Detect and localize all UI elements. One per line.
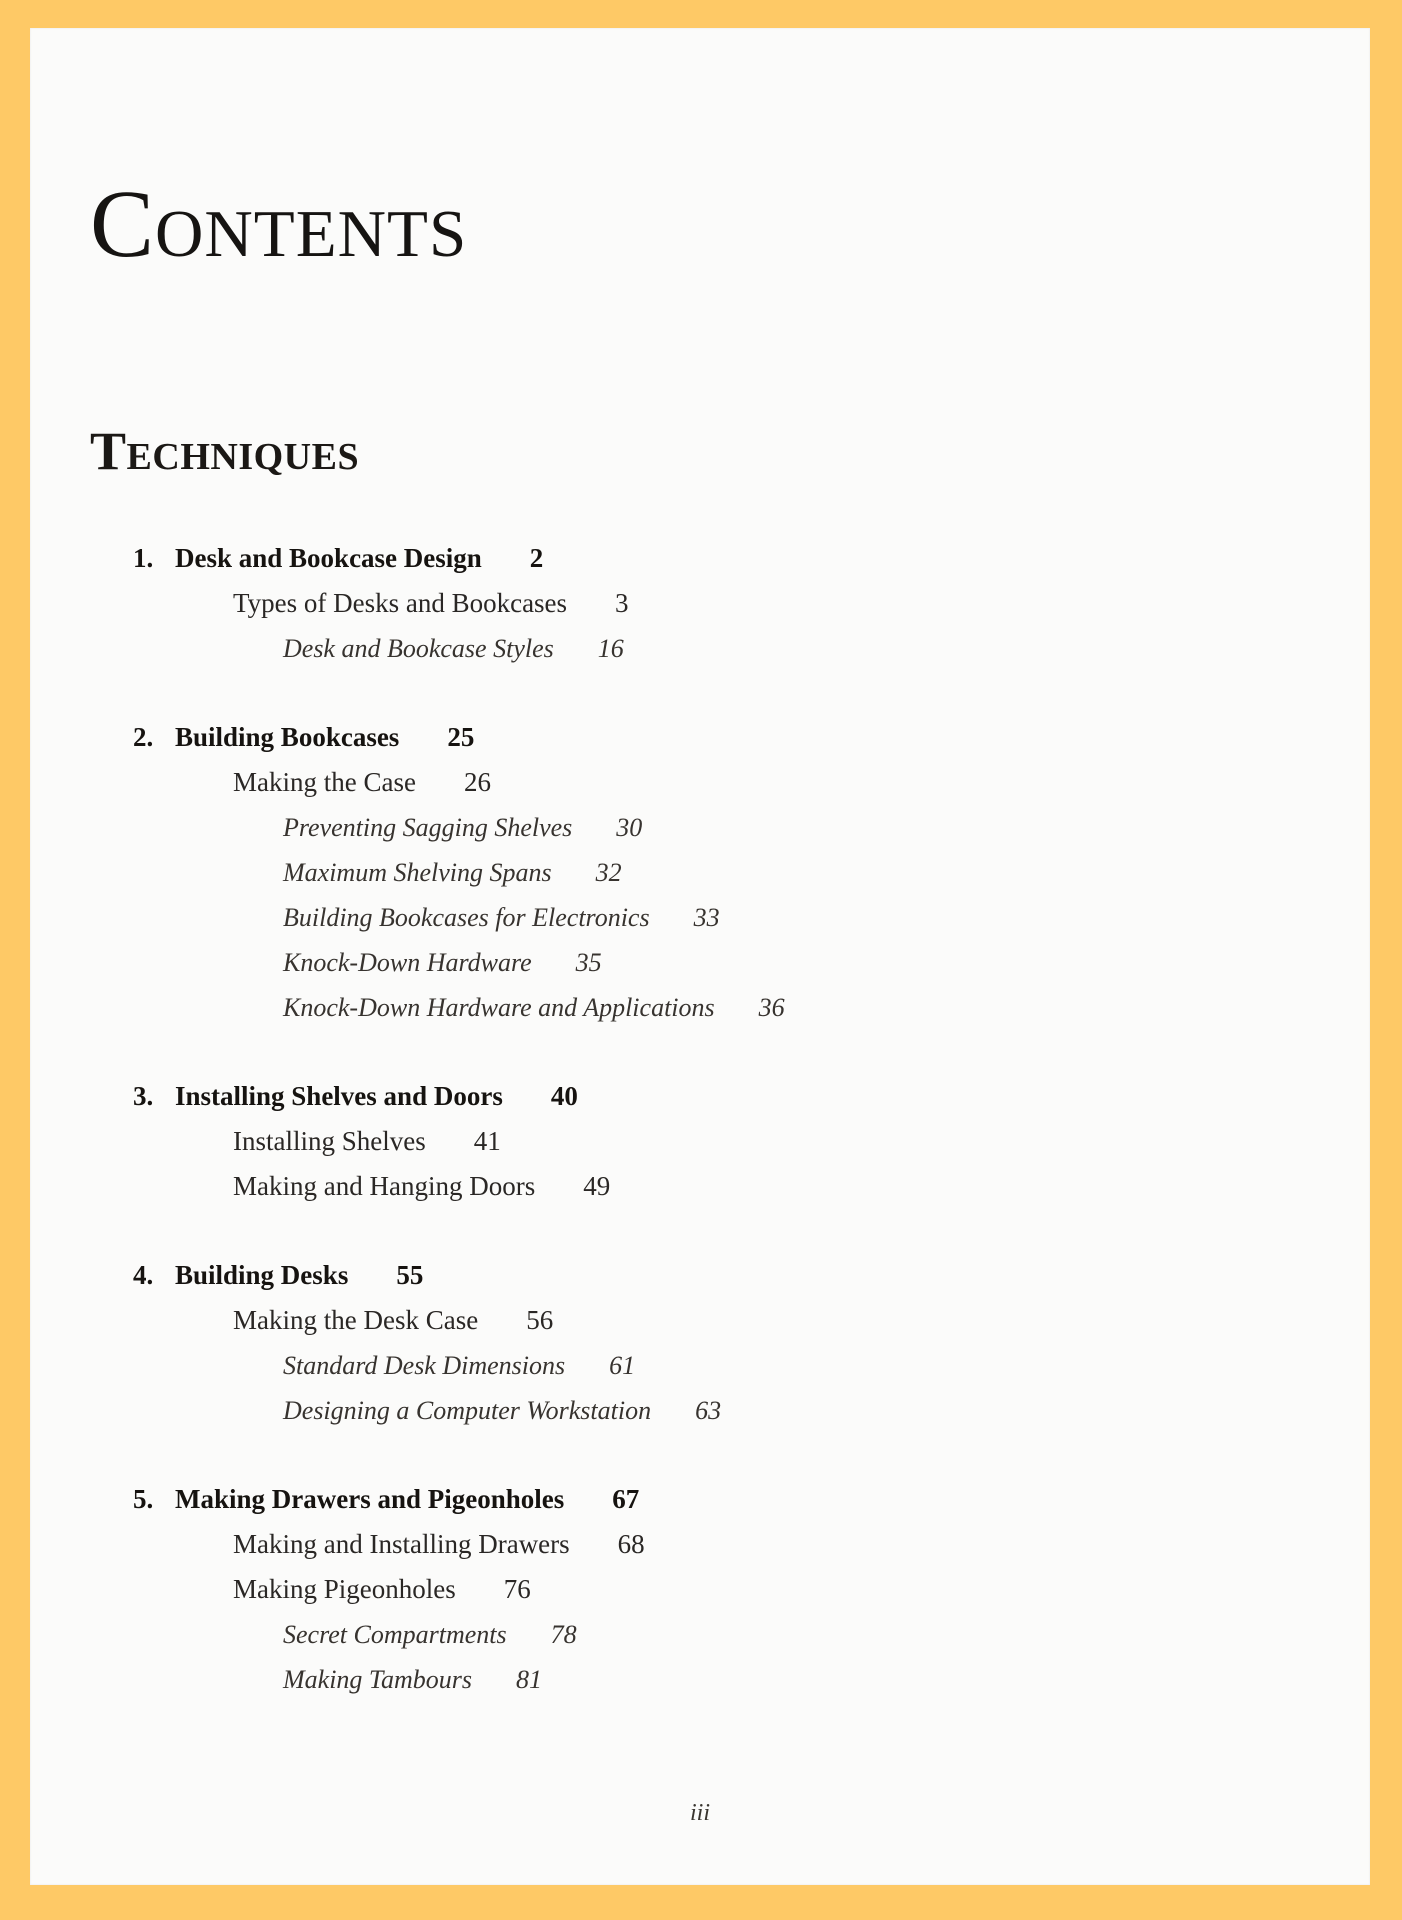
toc-entry-label: Knock-Down Hardware and Applications	[283, 993, 715, 1022]
chapter-number: 3.	[133, 1081, 154, 1111]
toc-entry-row	[133, 1298, 1370, 1343]
toc-entry-label: Making Tambours	[283, 1665, 473, 1694]
toc-entry-page-number: 26	[463, 767, 491, 797]
toc-entry-label: Making Pigeonholes	[233, 1574, 456, 1604]
toc-entry-page-number: 56	[526, 1305, 554, 1335]
toc-chapter	[133, 1074, 1370, 1209]
toc-entry-row	[133, 940, 1370, 985]
toc-entry-page-number: 68	[617, 1529, 645, 1559]
toc-entry-label: Making the Desk Case	[233, 1305, 479, 1335]
toc-entry-row	[133, 1343, 1370, 1388]
chapter-title: Building Bookcases	[175, 722, 400, 752]
toc-entry-label: Making and Installing Drawers	[233, 1529, 570, 1559]
toc-entry-label: Preventing Sagging Shelves	[283, 813, 573, 842]
toc-entry-page-number: 76	[503, 1574, 531, 1604]
chapter-page-number: 67	[612, 1484, 640, 1514]
toc-entry-page-number: 49	[583, 1171, 611, 1201]
chapter-page-number: 2	[529, 543, 544, 573]
chapter-page-number: 25	[447, 722, 475, 752]
toc-entry-label: Desk and Bookcase Styles	[283, 634, 554, 663]
toc-chapter	[133, 715, 1370, 1030]
toc-entry-page-number: 81	[516, 1665, 543, 1694]
toc-entry-page-number: 16	[597, 634, 624, 663]
chapter-heading-row	[133, 536, 1370, 581]
chapter-number: 5.	[133, 1484, 154, 1514]
toc-entry-label: Designing a Computer Workstation	[283, 1396, 652, 1425]
section-title: Techniques	[90, 421, 360, 481]
toc-entry-row	[133, 985, 1370, 1030]
toc-entry-row	[133, 895, 1370, 940]
toc-entry-row	[133, 850, 1370, 895]
chapter-heading-row	[133, 1253, 1370, 1298]
toc-entry-page-number: 30	[616, 813, 643, 842]
toc-entry-page-number: 78	[550, 1620, 577, 1649]
toc-entry-label: Making the Case	[233, 767, 416, 797]
toc-entry-row	[133, 1657, 1370, 1702]
chapter-page-number: 40	[550, 1081, 578, 1111]
chapter-title: Making Drawers and Pigeonholes	[175, 1484, 565, 1514]
chapter-heading-row	[133, 715, 1370, 760]
toc-entry-page-number: 32	[595, 858, 622, 887]
toc-entry-page-number: 41	[473, 1126, 501, 1156]
toc-entry-label: Maximum Shelving Spans	[283, 858, 552, 887]
chapter-page-number: 55	[396, 1260, 424, 1290]
table-of-contents	[133, 536, 1370, 1702]
chapter-title: Building Desks	[175, 1260, 349, 1290]
chapter-heading-row	[133, 1074, 1370, 1119]
chapter-title: Desk and Bookcase Design	[175, 543, 482, 573]
toc-entry-page-number: 63	[695, 1396, 722, 1425]
toc-entry-label: Types of Desks and Bookcases	[233, 588, 568, 618]
toc-entry-row	[133, 1612, 1370, 1657]
toc-entry-row	[133, 1522, 1370, 1567]
toc-entry-label: Standard Desk Dimensions	[283, 1351, 566, 1380]
chapter-heading-row	[133, 1477, 1370, 1522]
toc-entry-page-number: 36	[758, 993, 785, 1022]
toc-entry-label: Building Bookcases for Electronics	[283, 903, 650, 932]
chapter-number: 2.	[133, 722, 154, 752]
toc-entry-page-number: 3	[615, 588, 629, 618]
toc-entry-row	[133, 581, 1370, 626]
chapter-number: 4.	[133, 1260, 154, 1290]
toc-entry-row	[133, 1119, 1370, 1164]
toc-entry-row	[133, 760, 1370, 805]
toc-entry-row	[133, 626, 1370, 671]
page-title: Contents	[90, 170, 468, 277]
toc-entry-label: Making and Hanging Doors	[233, 1171, 536, 1201]
toc-entry-row	[133, 1388, 1370, 1433]
toc-chapter	[133, 536, 1370, 671]
toc-entry-page-number: 61	[609, 1351, 636, 1380]
toc-chapter	[133, 1477, 1370, 1702]
chapter-title: Installing Shelves and Doors	[175, 1081, 503, 1111]
toc-chapter	[133, 1253, 1370, 1433]
toc-entry-page-number: 33	[693, 903, 720, 932]
toc-entry-row	[133, 1567, 1370, 1612]
toc-entry-page-number: 35	[575, 948, 602, 977]
toc-entry-label: Knock-Down Hardware	[283, 948, 532, 977]
contents-page	[30, 28, 1370, 1885]
toc-entry-label: Secret Compartments	[283, 1620, 507, 1649]
toc-entry-row	[133, 1164, 1370, 1209]
chapter-number: 1.	[133, 543, 154, 573]
folio-page-number: iii	[689, 1800, 710, 1826]
toc-entry-label: Installing Shelves	[233, 1126, 426, 1156]
toc-entry-row	[133, 805, 1370, 850]
